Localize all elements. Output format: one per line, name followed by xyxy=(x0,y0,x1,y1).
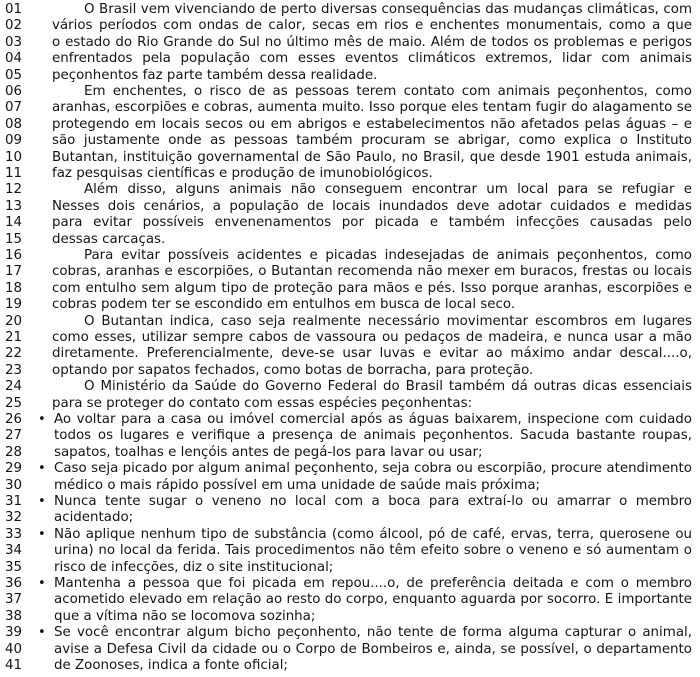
line-number: 03 xyxy=(5,34,23,50)
line-text: com entulho sem algum tipo de proteção para mãos e pés. Isso porque aranhas, escorpiões e xyxy=(52,280,692,296)
text-line xyxy=(0,527,700,544)
line-number: 32 xyxy=(5,510,23,526)
text-line xyxy=(0,625,700,642)
text-line xyxy=(0,297,700,314)
line-text: acidentado; xyxy=(54,510,134,526)
line-text: risco de infecções, diz o site institucional; xyxy=(54,559,334,575)
line-number: 09 xyxy=(5,133,23,149)
bullet-icon: • xyxy=(38,625,46,641)
line-number: 38 xyxy=(5,608,23,624)
text-line xyxy=(0,199,700,216)
line-number: 22 xyxy=(5,346,23,362)
line-number: 27 xyxy=(5,428,23,444)
line-text: Ao voltar para a casa ou imóvel comercial após as águas baixarem, inspecione com cuidado xyxy=(54,412,692,427)
text-line xyxy=(0,428,700,445)
line-text: para evitar possíveis envenenamentos por picada e também infecções causadas pelo xyxy=(52,215,692,231)
text-line xyxy=(0,51,700,68)
text-line xyxy=(0,68,700,85)
line-text: Caso seja picado por algum animal peçonhento, seja cobra ou escorpião, procure atendimento xyxy=(54,461,692,477)
line-number: 07 xyxy=(5,100,23,116)
line-text: Butantan, instituição governamental de São Paulo, no Brasil, que desde 1901 estuda animais, xyxy=(52,149,692,165)
line-number: 40 xyxy=(5,641,23,657)
text-line xyxy=(0,100,700,117)
line-text: que a vítima não se locomova sozinha; xyxy=(54,608,316,624)
line-text: para se proteger do contato com essas espécies peçonhentas: xyxy=(52,395,473,411)
line-text: faz pesquisas científicas e produção de imunobiológicos. xyxy=(52,166,433,181)
line-text: como esses, utilizar sempre cabos de vassoura ou pedaços de madeira, e nunca usar a mão xyxy=(52,330,692,345)
line-number: 25 xyxy=(5,395,23,411)
line-number: 20 xyxy=(5,313,23,329)
bullet-icon: • xyxy=(38,576,46,591)
text-line xyxy=(0,330,700,347)
line-number: 30 xyxy=(5,477,23,493)
line-text: optando por sapatos fechados, como botas de borracha, para proteção. xyxy=(52,362,534,378)
bullet-icon: • xyxy=(38,494,46,509)
line-number: 34 xyxy=(5,543,23,559)
line-text: aranhas, escorpiões e cobras, aumenta muito. Isso porque eles tentam fugir do alagamento se xyxy=(52,100,692,116)
line-text: Nunca tente sugar o veneno no local com a boca para extraí-lo ou amarrar o membro xyxy=(54,494,692,509)
line-text: Para evitar possíveis acidentes e picadas indesejadas de animais peçonhentos, como xyxy=(84,248,692,263)
text-line xyxy=(0,379,700,396)
text-line xyxy=(0,445,700,462)
line-text: urina) no local da ferida. Tais procedimentos não têm efeito sobre o veneno e só aumentam o xyxy=(54,543,692,559)
line-text: de Zoonoses, indica a fonte oficial; xyxy=(54,658,288,673)
line-number: 12 xyxy=(5,182,23,198)
line-text: dessas carcaças. xyxy=(52,231,166,247)
line-number: 26 xyxy=(5,412,23,427)
line-number: 31 xyxy=(5,494,23,509)
line-number: 15 xyxy=(5,231,23,247)
line-text: peçonhentos faz parte também dessa realidade. xyxy=(52,67,378,83)
line-text: diretamente. Preferencialmente, deve-se usar luvas e evitar ao máximo andar descal....o, xyxy=(52,346,692,362)
bullet-icon: • xyxy=(38,461,46,477)
text-line xyxy=(0,232,700,249)
line-number: 04 xyxy=(5,51,23,67)
text-line xyxy=(0,592,700,609)
text-line xyxy=(0,560,700,577)
line-number: 24 xyxy=(5,379,23,395)
line-number: 01 xyxy=(5,2,23,17)
text-line xyxy=(0,314,700,331)
text-line xyxy=(0,150,700,167)
line-text: Não aplique nenhum tipo de substância (como álcool, pó de café, ervas, terra, querosene ou xyxy=(54,526,692,542)
line-text: cobras, aranhas e escorpiões, o Butantan recomenda não mexer em buracos, frestas ou locais xyxy=(52,264,692,280)
line-number: 17 xyxy=(5,264,23,280)
line-text: O Ministério da Saúde do Governo Federal do Brasil também dá outras dicas essenciais xyxy=(84,379,692,395)
line-number: 13 xyxy=(5,198,23,214)
line-number: 37 xyxy=(5,592,23,608)
text-line xyxy=(0,117,700,134)
bullet-icon: • xyxy=(38,526,46,542)
line-text: o estado do Rio Grande do Sul no último mês de maio. Além de todos os problemas e perigos xyxy=(52,34,692,50)
text-line xyxy=(0,363,700,380)
line-number: 33 xyxy=(5,526,23,542)
text-line xyxy=(0,133,700,150)
line-text: Além disso, alguns animais não conseguem encontrar um local para se refugiar e xyxy=(84,182,692,198)
line-text: Em enchentes, o risco de as pessoas terem contato com animais peçonhentos, como xyxy=(84,84,692,99)
text-line xyxy=(0,609,700,626)
text-line xyxy=(0,2,700,19)
text-line xyxy=(0,461,700,478)
line-number: 06 xyxy=(5,84,23,99)
line-number: 16 xyxy=(5,248,23,263)
line-number: 41 xyxy=(5,658,23,673)
line-number: 11 xyxy=(5,166,23,181)
line-number: 23 xyxy=(5,362,23,378)
line-text: O Butantan indica, caso seja realmente necessário movimentar escombros em lugares xyxy=(84,313,692,329)
line-text: O Brasil vem vivenciando de perto diversas consequências das mudanças climáticas, com xyxy=(84,2,692,17)
text-line xyxy=(0,281,700,298)
line-number: 05 xyxy=(5,67,23,83)
text-line xyxy=(0,35,700,52)
line-number: 36 xyxy=(5,576,23,591)
line-text: Nesses dois cenários, a população de locais inundados deve adotar cuidados e medidas xyxy=(52,198,692,214)
text-line xyxy=(0,166,700,183)
text-line xyxy=(0,215,700,232)
text-line xyxy=(0,642,700,659)
line-number: 14 xyxy=(5,215,23,231)
text-line xyxy=(0,478,700,495)
text-line xyxy=(0,576,700,593)
line-text: acometido elevado em relação ao resto do corpo, enquanto aguarda por socorro. É importante xyxy=(54,592,692,608)
line-number: 18 xyxy=(5,280,23,296)
line-text: sapatos, toalhas e lençóis antes de pegá-los para lavar ou usar; xyxy=(54,444,483,460)
line-number: 08 xyxy=(5,116,23,132)
text-line xyxy=(0,248,700,265)
text-line xyxy=(0,494,700,511)
text-line xyxy=(0,182,700,199)
text-line xyxy=(0,412,700,429)
bullet-icon: • xyxy=(38,412,46,427)
line-text: vários períodos com ondas de calor, secas em rios e enchentes monumentais, como a que xyxy=(52,18,692,34)
line-number: 39 xyxy=(5,625,23,641)
text-line xyxy=(0,396,700,413)
line-number: 19 xyxy=(5,297,23,313)
line-text: cobras podem ter se escondido em entulhos em busca de local seco. xyxy=(52,297,516,313)
line-text: médico o mais rápido possível em uma unidade de saúde mais próxima; xyxy=(54,477,541,493)
line-text: Mantenha a pessoa que foi picada em repou....o, de preferência deitada e com o membro xyxy=(54,576,692,591)
text-line xyxy=(0,264,700,281)
text-line xyxy=(0,658,700,675)
line-text: todos os lugares e verifique a presença de animais peçonhentos. Sacuda bastante roupas, xyxy=(54,428,692,444)
line-number: 10 xyxy=(5,149,23,165)
line-number: 21 xyxy=(5,330,23,345)
line-text: avise a Defesa Civil da cidade ou o Corpo de Bombeiros e, ainda, se possível, o departamento xyxy=(54,641,692,657)
line-text: são justamente onde as pessoas também procuram se abrigar, como explica o Instituto xyxy=(52,133,692,149)
text-line xyxy=(0,510,700,527)
line-text: enfrentados pela população com esses eventos climáticos extremos, lidar com animais xyxy=(52,51,692,67)
line-number: 02 xyxy=(5,18,23,34)
line-number: 35 xyxy=(5,559,23,575)
line-text: protegendo em locais secos ou em abrigos e estabelecimentos não afetados pelas águas – e xyxy=(52,116,692,132)
text-line xyxy=(0,346,700,363)
text-line xyxy=(0,84,700,101)
line-number: 28 xyxy=(5,444,23,460)
line-number: 29 xyxy=(5,461,23,477)
text-line xyxy=(0,18,700,35)
text-line xyxy=(0,543,700,560)
line-text: Se você encontrar algum bicho peçonhento, não tente de forma alguma capturar o animal, xyxy=(54,625,692,641)
